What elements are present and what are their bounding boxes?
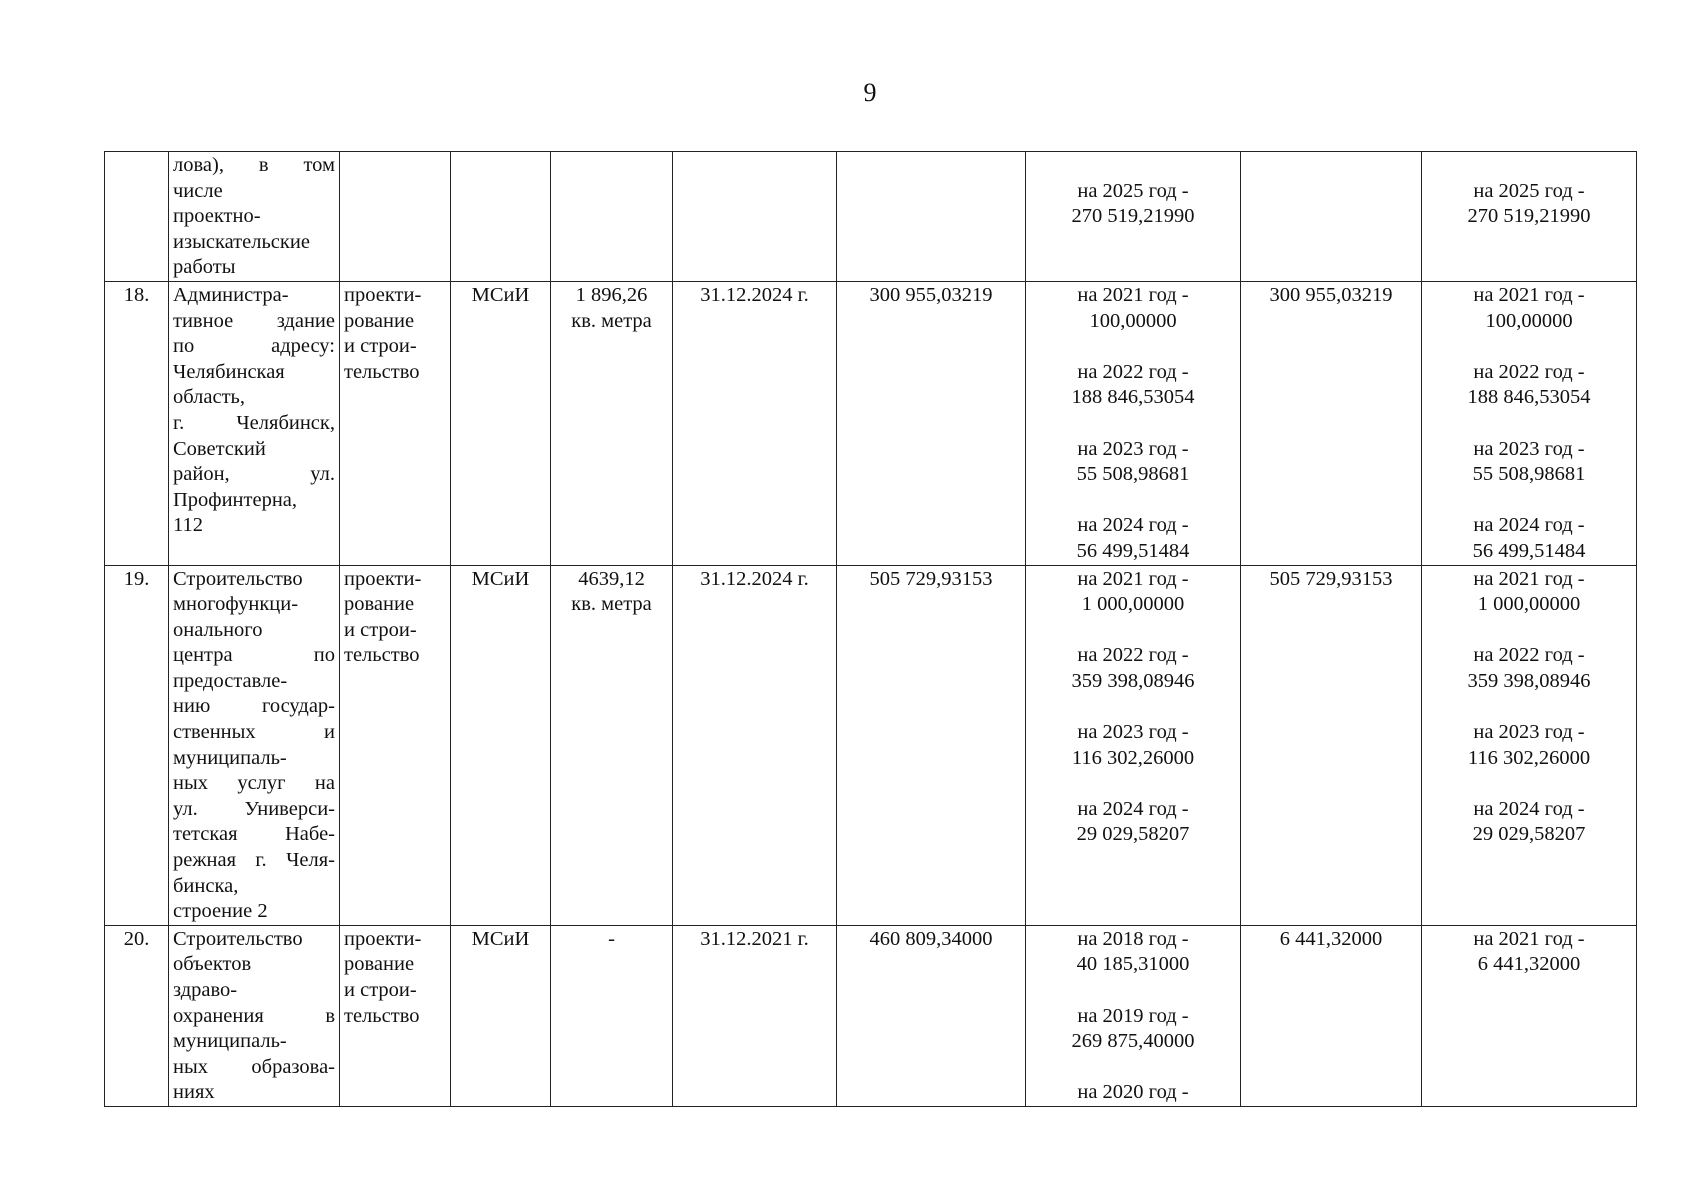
estimated-cost: 505 729,93153: [837, 565, 1026, 925]
gap: [1030, 334, 1236, 360]
row-number: 20.: [105, 925, 169, 1106]
word: Набе-: [285, 823, 335, 846]
object-name-line: Строительство: [173, 927, 303, 950]
work-type-line: и строи-: [344, 979, 417, 1001]
word: центра: [173, 644, 233, 667]
gap: [1030, 771, 1236, 797]
completion-date: [673, 152, 837, 282]
word: образова-: [251, 1055, 335, 1078]
work-type-line: рование: [344, 953, 415, 976]
work-type-line: и строи-: [344, 618, 417, 641]
financing-year-label: на 2023 год -: [1473, 437, 1585, 460]
word: Челя-: [286, 849, 335, 872]
plan-cell: [1026, 925, 1241, 1106]
financing-year-label: на 2021 год -: [1473, 567, 1585, 590]
object-name-line: ниях: [173, 1081, 215, 1104]
word: по: [173, 335, 195, 358]
capacity-line: 4639,12: [578, 567, 645, 590]
word: г.: [255, 849, 267, 872]
completion-date: 31.12.2024 г.: [673, 565, 837, 925]
table-row: [105, 281, 1637, 565]
object-name-line: работы: [173, 256, 236, 279]
customer: МСиИ: [451, 281, 551, 565]
plan-amount: 40 185,31000: [1076, 953, 1190, 976]
object-name: [169, 152, 340, 282]
object-name-line: [173, 720, 335, 746]
plan-amount: 56 499,51484: [1076, 539, 1190, 562]
plan-year-label: на 2022 год -: [1077, 644, 1189, 667]
work-type-line: проекти-: [344, 283, 422, 306]
row-number: [105, 152, 169, 282]
plan-year-label: на 2018 год -: [1077, 927, 1189, 950]
object-name-line: изыскательские: [173, 230, 310, 253]
gap: [1426, 694, 1632, 720]
object-name-line: Советский: [173, 437, 266, 460]
financing-amount: 1 000,00000: [1477, 593, 1581, 616]
word: по: [313, 644, 335, 667]
word: на: [314, 772, 335, 795]
financing-amount: 116 302,26000: [1467, 746, 1591, 769]
plan-amount: 116 302,26000: [1071, 746, 1195, 769]
work-type: [340, 565, 451, 925]
object-name-line: [173, 334, 335, 360]
word: в: [258, 154, 269, 176]
object-name: [169, 565, 340, 925]
financing-amount: 29 029,58207: [1472, 823, 1586, 846]
word: государ-: [261, 695, 335, 718]
financing-cell: [1422, 281, 1637, 565]
word: услуг: [237, 772, 286, 795]
object-name-line: [173, 1055, 335, 1081]
gap: [1426, 334, 1632, 360]
object-name-line: [173, 643, 335, 669]
word: здание: [276, 309, 335, 332]
plan-amount: 100,00000: [1089, 309, 1177, 332]
plan-amount: 269 875,40000: [1071, 1030, 1195, 1053]
work-type: [340, 925, 451, 1106]
object-name-line: бинска,: [173, 874, 239, 897]
word: Челябинск,: [236, 411, 335, 434]
plan-year-label: на 2024 год -: [1077, 797, 1189, 820]
work-type-line: проекти-: [344, 567, 422, 590]
financing-year-label: на 2021 год -: [1473, 927, 1585, 950]
customer: [451, 152, 551, 282]
financing-amount: 6 441,32000: [1477, 953, 1581, 976]
word: район,: [173, 463, 230, 486]
completion-date: 31.12.2024 г.: [673, 281, 837, 565]
work-type-line: тельство: [344, 644, 420, 667]
remaining-cost: [1241, 152, 1422, 282]
word: в: [325, 1004, 335, 1027]
object-name-line: 112: [173, 514, 203, 537]
object-name-line: [173, 309, 335, 335]
financing-amount: 100,00000: [1485, 309, 1573, 332]
word: ул.: [173, 797, 198, 820]
financing-cell: [1422, 925, 1637, 1106]
plan-year-label: на 2019 год -: [1077, 1004, 1189, 1027]
gap: [1030, 978, 1236, 1004]
object-name-line: Профинтерна,: [173, 488, 298, 511]
financing-amount: 55 508,98681: [1472, 463, 1586, 486]
plan-year-label: на 2021 год -: [1077, 567, 1189, 590]
plan-cell: [1026, 565, 1241, 925]
capacity-line: кв. метра: [571, 593, 652, 616]
objects-table: [104, 151, 1637, 1107]
object-name-line: предоставле-: [173, 669, 288, 692]
customer: МСиИ: [451, 925, 551, 1106]
table-row: [105, 565, 1637, 925]
word: нию: [173, 695, 211, 718]
plan-year-label: на 2020 год -: [1077, 1081, 1189, 1104]
object-name-line: муниципаль-: [173, 1030, 287, 1053]
object-name-line: муниципаль-: [173, 746, 287, 769]
word: и: [324, 721, 335, 744]
capacity: [551, 925, 673, 1106]
capacity: [551, 565, 673, 925]
object-name-line: объектов: [173, 953, 252, 976]
object-name-line: многофункци-: [173, 593, 299, 616]
plan-year-label: на 2023 год -: [1077, 721, 1189, 744]
plan-cell: [1026, 152, 1241, 282]
word: ственных: [173, 721, 256, 744]
financing-cell: [1422, 152, 1637, 282]
work-type-line: и строи-: [344, 335, 417, 358]
object-name-line: Строительство: [173, 567, 303, 590]
object-name-line: [173, 771, 335, 797]
blank-line: [1030, 153, 1236, 179]
object-name-line: строение 2: [173, 900, 268, 923]
estimated-cost: 460 809,34000: [837, 925, 1026, 1106]
object-name-line: [173, 822, 335, 848]
object-name-line: [173, 694, 335, 720]
word: тивное: [173, 309, 234, 332]
plan-amount: 29 029,58207: [1076, 823, 1190, 846]
word: том: [303, 154, 335, 176]
plan-amount: 188 846,53054: [1071, 386, 1195, 409]
object-name-line: онального: [173, 618, 263, 641]
object-name-line: [173, 411, 335, 437]
work-type: [340, 152, 451, 282]
word: ных: [173, 1055, 208, 1078]
table-body: [105, 152, 1637, 1107]
capacity-line: -: [608, 927, 615, 950]
gap: [1030, 1055, 1236, 1081]
object-name-line: числе: [173, 179, 223, 202]
word: Универси-: [244, 797, 335, 820]
object-name-line: [173, 797, 335, 823]
financing-year-label: на 2025 год -: [1473, 179, 1585, 202]
work-type-line: рование: [344, 593, 415, 616]
word: охранения: [173, 1004, 264, 1027]
plan-amount: 270 519,21990: [1071, 205, 1195, 228]
financing-year-label: на 2024 год -: [1473, 797, 1585, 820]
gap: [1030, 411, 1236, 437]
word: ул.: [310, 463, 335, 486]
capacity: [551, 152, 673, 282]
remaining-cost: 300 955,03219: [1241, 281, 1422, 565]
word: г.: [173, 411, 185, 434]
object-name-line: Челябинская: [173, 360, 285, 383]
object-name: [169, 281, 340, 565]
work-type-line: проекти-: [344, 927, 422, 950]
object-name-line: [173, 462, 335, 488]
object-name-line: проектно-: [173, 205, 261, 228]
row-number: 19.: [105, 565, 169, 925]
object-name-line: Администра-: [173, 283, 289, 306]
plan-amount: 359 398,08946: [1071, 669, 1195, 692]
object-name-line: здраво-: [173, 979, 238, 1001]
work-type-line: тельство: [344, 1004, 420, 1027]
financing-year-label: на 2022 год -: [1473, 644, 1585, 667]
plan-year-label: на 2022 год -: [1077, 360, 1189, 383]
remaining-cost: 6 441,32000: [1241, 925, 1422, 1106]
financing-year-label: на 2023 год -: [1473, 721, 1585, 744]
gap: [1030, 618, 1236, 644]
financing-year-label: на 2021 год -: [1473, 283, 1585, 306]
plan-year-label: на 2024 год -: [1077, 514, 1189, 537]
capacity-line: 1 896,26: [575, 283, 648, 306]
gap: [1426, 411, 1632, 437]
object-name: [169, 925, 340, 1106]
object-name-line: [173, 1004, 335, 1030]
table-row: [105, 152, 1637, 282]
capacity: [551, 281, 673, 565]
page-number: 9: [863, 78, 877, 107]
plan-cell: [1026, 281, 1241, 565]
plan-amount: 55 508,98681: [1076, 463, 1190, 486]
estimated-cost: 300 955,03219: [837, 281, 1026, 565]
completion-date: 31.12.2021 г.: [673, 925, 837, 1106]
financing-amount: 270 519,21990: [1467, 205, 1591, 228]
financing-amount: 188 846,53054: [1467, 386, 1591, 409]
financing-cell: [1422, 565, 1637, 925]
plan-year-label: на 2025 год -: [1077, 179, 1189, 202]
estimated-cost: [837, 152, 1026, 282]
work-type-line: рование: [344, 309, 415, 332]
gap: [1426, 488, 1632, 514]
word: адресу:: [271, 335, 335, 358]
financing-amount: 359 398,08946: [1467, 669, 1591, 692]
financing-amount: 56 499,51484: [1472, 539, 1586, 562]
customer: МСиИ: [451, 565, 551, 925]
word: ных: [173, 772, 208, 795]
gap: [1030, 488, 1236, 514]
work-type: [340, 281, 451, 565]
table-row: [105, 925, 1637, 1106]
object-name-line: [173, 848, 335, 874]
plan-year-label: на 2021 год -: [1077, 283, 1189, 306]
word: лова),: [173, 154, 224, 176]
blank-line: [1426, 153, 1632, 179]
work-type-line: тельство: [344, 360, 420, 383]
financing-year-label: на 2024 год -: [1473, 514, 1585, 537]
gap: [1426, 771, 1632, 797]
object-name-line: [173, 153, 335, 179]
plan-year-label: на 2023 год -: [1077, 437, 1189, 460]
row-number: 18.: [105, 281, 169, 565]
financing-year-label: на 2022 год -: [1473, 360, 1585, 383]
gap: [1426, 618, 1632, 644]
capacity-line: кв. метра: [571, 309, 652, 332]
word: режная: [173, 849, 237, 872]
gap: [1030, 694, 1236, 720]
remaining-cost: 505 729,93153: [1241, 565, 1422, 925]
object-name-line: область,: [173, 386, 246, 409]
plan-amount: 1 000,00000: [1081, 593, 1185, 616]
word: тетская: [173, 823, 238, 846]
